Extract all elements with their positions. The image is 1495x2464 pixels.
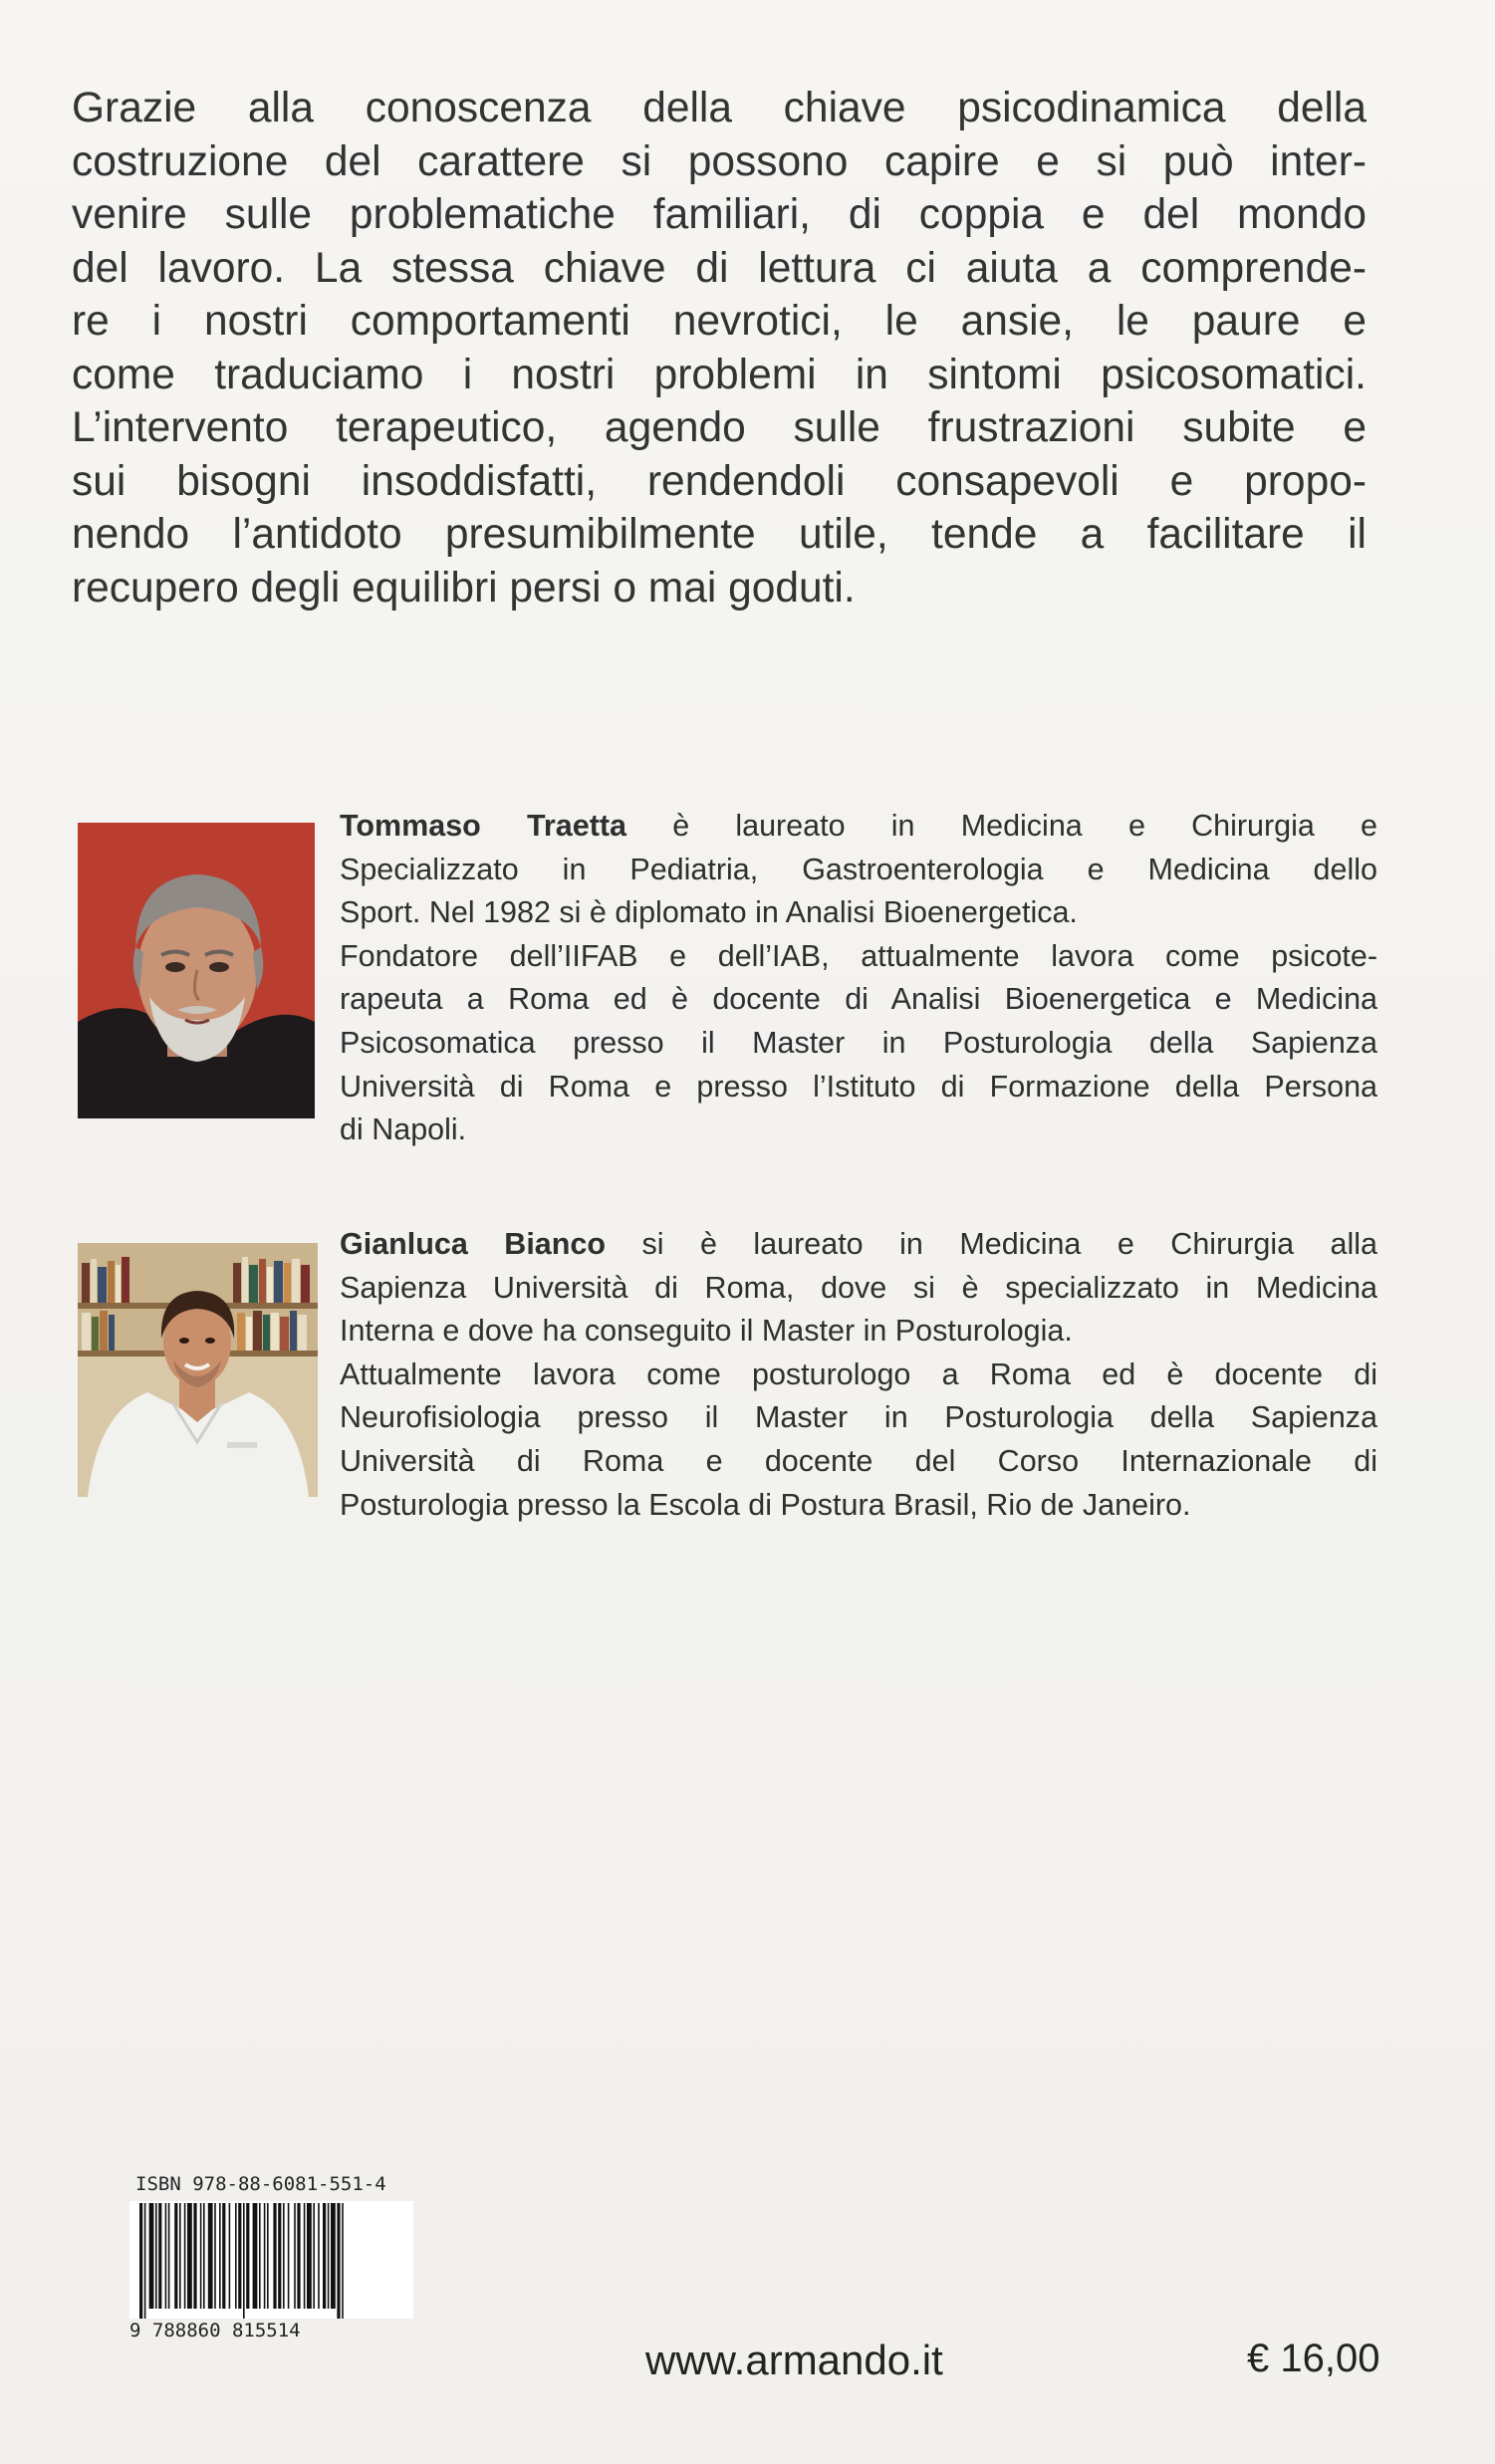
author-bio-bianco [78, 1223, 1377, 1522]
barcode-bar [313, 2203, 315, 2309]
bio-line: Neurofisiologia presso il Master in Posturologia della Sapienza [340, 1400, 1377, 1435]
barcode-bar [278, 2203, 281, 2309]
bio-line [340, 1223, 1377, 1267]
bio-line: Psicosomatica presso il Master in Posturologia della Sapienza [340, 1025, 1377, 1060]
cover-blurb [72, 82, 1367, 615]
portrait-image [78, 823, 315, 1118]
author-photo-bianco [78, 1243, 318, 1497]
bio-line: Università di Roma e docente del Corso Internazionale di [340, 1443, 1377, 1478]
author-bio-traetta [78, 805, 1377, 1147]
barcode-bar [168, 2203, 170, 2309]
barcode-bar [243, 2203, 245, 2319]
bio-line [340, 805, 1377, 849]
bio-line: Fondatore dell’IIFAB e dell’IAB, attualmente lavora come psicote- [340, 938, 1377, 973]
barcode-bar [155, 2203, 157, 2309]
barcode-bar [246, 2203, 249, 2309]
bio-line: Posturologia presso la Escola di Postura Brasil, Rio de Janeiro. [340, 1487, 1191, 1522]
barcode-bar [208, 2203, 213, 2309]
barcode-bar [158, 2203, 161, 2309]
author-photo-traetta [78, 823, 315, 1118]
ean-digits: 9 788860 815514 [129, 2320, 301, 2341]
bio-line: Sport. Nel 1982 si è diplomato in Analisi Bioenergetica. [340, 895, 1078, 930]
barcode-bar [297, 2203, 300, 2309]
blurb-line: re i nostri comportamenti nevrotici, le ansie, le paure e [72, 298, 1367, 345]
barcode-bar [273, 2203, 276, 2309]
barcode-bar [200, 2203, 202, 2309]
barcode-bar [144, 2203, 146, 2319]
barcode-bar [264, 2203, 266, 2309]
barcode-bar [304, 2203, 306, 2309]
bio-line: rapeuta a Roma ed è docente di Analisi Bioenergetica e Medicina [340, 982, 1377, 1017]
isbn-number: ISBN 978-88-6081-551-4 [135, 2173, 386, 2195]
barcode-bar [337, 2203, 340, 2319]
barcode-bar [259, 2203, 261, 2309]
barcode-bar [235, 2203, 237, 2309]
barcode-bar [307, 2203, 312, 2309]
author-bio-text [340, 1223, 1377, 1527]
barcode-bar [139, 2203, 142, 2319]
barcode-bar [187, 2203, 192, 2309]
bio-line: di Napoli. [340, 1112, 467, 1147]
barcode-bar [193, 2203, 196, 2309]
blurb-line: venire sulle problematiche familiari, di coppia e del mondo [72, 191, 1367, 238]
blurb-line: come traduciamo i nostri problemi in sintomi psicosomatici. [72, 351, 1367, 398]
barcode-bar [149, 2203, 154, 2309]
barcode-bar [222, 2203, 225, 2309]
bio-line: Interna e dove ha conseguito il Master in Posturologia. [340, 1314, 1073, 1349]
blurb-line: del lavoro. La stessa chiave di lettura ci aiuta a comprende- [72, 244, 1367, 292]
price-label: € 16,00 [1247, 2337, 1380, 2380]
barcode-bar [165, 2203, 167, 2309]
author-bio-text [340, 805, 1377, 1152]
barcode-bar [283, 2203, 285, 2309]
blurb-line: costruzione del carattere si possono capire e si può inter- [72, 137, 1367, 185]
barcode-bar [219, 2203, 221, 2309]
bio-line-rest: è laureato in Medicina e Chirurgia e [626, 809, 1377, 843]
barcode-bar [238, 2203, 241, 2309]
barcode-bar [342, 2203, 344, 2319]
bio-line-rest: si è laureato in Medicina e Chirurgia alla [606, 1227, 1378, 1261]
barcode-bar [294, 2203, 296, 2309]
bio-line: Attualmente lavora come posturologo a Roma ed è docente di [340, 1356, 1377, 1391]
barcode-bar [323, 2203, 326, 2309]
barcode-bar [318, 2203, 320, 2309]
portrait-image [78, 1243, 318, 1497]
bio-line: Università di Roma e presso l’Istituto di Formazione della Persona [340, 1069, 1377, 1104]
barcode-bar [288, 2203, 290, 2309]
barcode-bar [331, 2203, 336, 2309]
barcode-bar [184, 2203, 186, 2309]
barcode-bar [253, 2203, 258, 2309]
bio-line: Specializzato in Pediatria, Gastroenterologia e Medicina dello [340, 852, 1377, 886]
barcode-bar [267, 2203, 269, 2309]
bio-line: Sapienza Università di Roma, dove si è specializzato in Medicina [340, 1270, 1377, 1305]
barcode-bar [203, 2203, 205, 2309]
blurb-line: Grazie alla conoscenza della chiave psicodinamica della [72, 85, 1367, 131]
author-name: Tommaso Traetta [340, 809, 627, 843]
author-name: Gianluca Bianco [340, 1227, 606, 1261]
barcode-bars [129, 2201, 413, 2319]
blurb-line: sui bisogni insoddisfatti, rendendoli consapevoli e propo- [72, 457, 1367, 505]
blurb-line: recupero degli equilibri persi o mai goduti. [72, 564, 856, 612]
blurb-line: nendo l’antidoto presumibilmente utile, tende a facilitare il [72, 511, 1367, 558]
isbn-barcode [129, 2173, 413, 2362]
barcode-bar [229, 2203, 231, 2309]
barcode-bar [328, 2203, 330, 2309]
publisher-website: www.armando.it [645, 2337, 943, 2383]
blurb-line: L’intervento terapeutico, agendo sulle frustrazioni subite e [72, 404, 1367, 451]
barcode-bar [214, 2203, 216, 2309]
barcode-bar [174, 2203, 177, 2309]
barcode-bar [179, 2203, 181, 2309]
